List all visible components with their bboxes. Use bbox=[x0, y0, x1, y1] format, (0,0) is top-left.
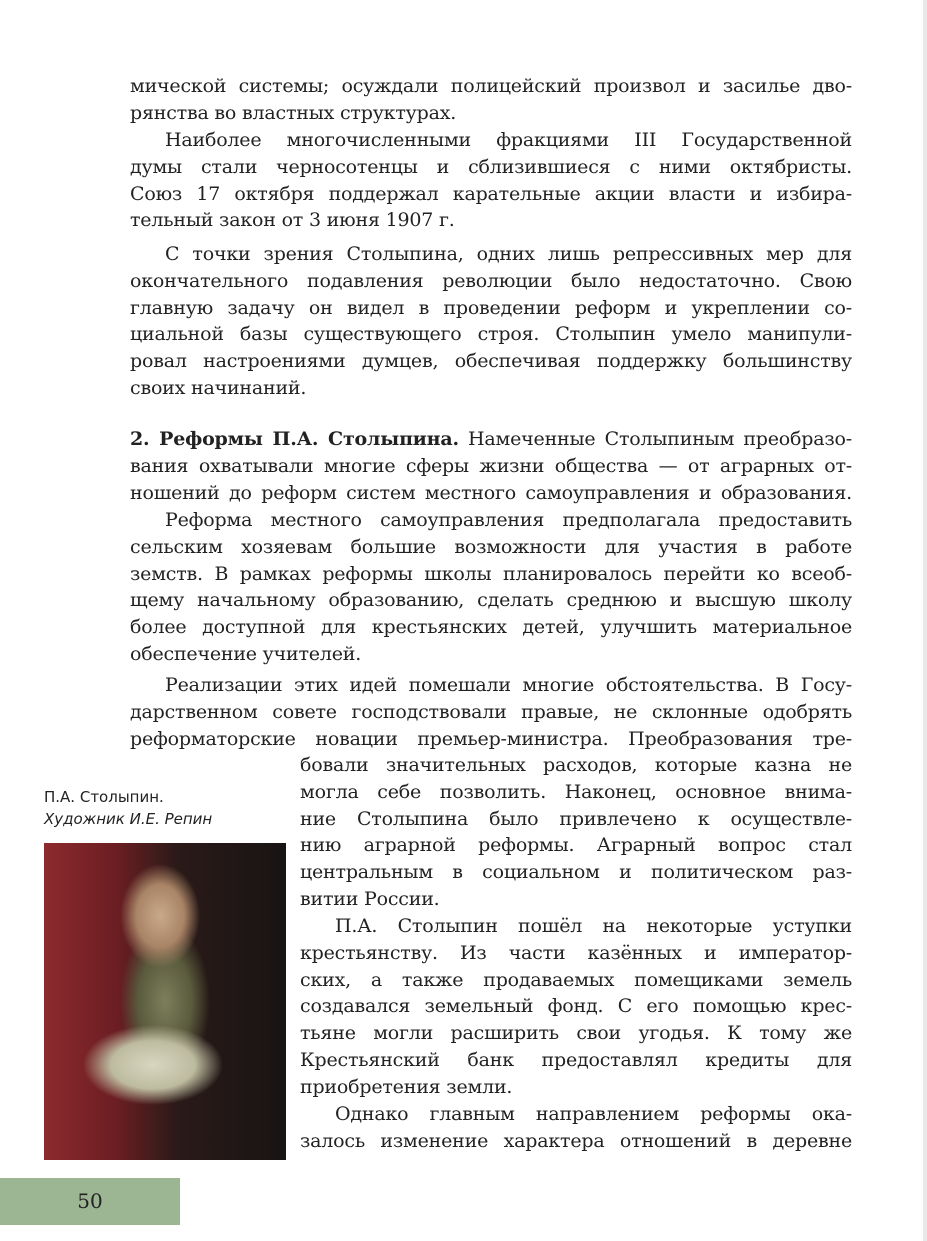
caption-artist: Художник И.Е. Репин bbox=[44, 810, 213, 828]
paragraph-6b bbox=[300, 752, 852, 913]
text-line: Реформа местного самоуправления предполагала предоставить bbox=[165, 509, 852, 531]
text-line: залось изменение характера отношений в деревне bbox=[300, 1129, 852, 1152]
paragraph-2 bbox=[130, 127, 852, 234]
text-line: циальной базы существующего строя. Столыпин умело манипули- bbox=[130, 323, 852, 346]
text-line: приобретения земли. bbox=[300, 1075, 513, 1098]
text-line: дарственном совете господствовали правые, не склонные одобрять bbox=[130, 700, 852, 723]
text-line: ровал настроениями думцев, обеспечивая поддержку большинству bbox=[130, 350, 852, 373]
text-line: Однако главным направлением реформы ока- bbox=[335, 1103, 852, 1125]
text-line: земств. В рамках реформы школы планировалось перейти ко всеоб- bbox=[130, 562, 852, 585]
text-line: обеспечение учителей. bbox=[130, 642, 362, 665]
text-line: окончательного подавления революции было недостаточно. Свою bbox=[130, 269, 852, 292]
text-line: ношений до реформ систем местного самоуправления и образования. bbox=[130, 481, 852, 504]
text-line: мической системы; осуждали полицейский произвол и засилье дво- bbox=[130, 75, 852, 97]
text-line: главную задачу он видел в проведении реформ и укреплении со- bbox=[130, 296, 852, 319]
text-line: ских, а также продаваемых помещиками земель bbox=[300, 968, 852, 991]
text-line: крестьянству. Из части казённых и император- bbox=[300, 941, 852, 964]
text-line: Крестьянский банк предоставлял кредиты для bbox=[300, 1048, 852, 1071]
text-line: своих начинаний. bbox=[130, 376, 307, 399]
text-line: С точки зрения Столыпина, одних лишь репрессивных мер для bbox=[165, 243, 852, 265]
text-span: Намеченные Столыпиным преобразо- bbox=[458, 428, 852, 450]
text-line: П.А. Столыпин пошёл на некоторые уступки bbox=[335, 915, 852, 937]
text-line: витии России. bbox=[300, 887, 440, 910]
page-number: 50 bbox=[77, 1189, 103, 1213]
paragraph-8 bbox=[300, 1101, 852, 1155]
text-line: бовали значительных расходов, которые казна не bbox=[300, 754, 852, 776]
caption-name: П.А. Столыпин. bbox=[44, 788, 164, 806]
text-line: щему начальному образованию, сделать среднюю и высшую школу bbox=[130, 589, 852, 612]
paragraph-7 bbox=[300, 913, 852, 1101]
paragraph-3 bbox=[130, 241, 852, 402]
text-line: думы стали черносотенцы и сблизившиеся с ними октябристы. bbox=[130, 155, 852, 178]
page-edge bbox=[923, 0, 927, 1241]
text-line: рянства во властных структурах. bbox=[130, 101, 457, 124]
text-line: могла себе позволить. Наконец, основное внима- bbox=[300, 780, 852, 803]
text-line: Наиболее многочисленными фракциями III Государственной bbox=[165, 129, 852, 151]
stolypin-portrait-image bbox=[44, 843, 286, 1160]
text-line: Реализации этих идей помешали многие обстоятельства. В Госу- bbox=[165, 674, 852, 696]
text-line: создавался земельный фонд. С его помощью крес- bbox=[300, 995, 852, 1018]
paragraph-5 bbox=[130, 507, 852, 668]
text-line: сельским хозяевам большие возможности для участия в работе bbox=[130, 535, 852, 558]
text-line: Союз 17 октября поддержал карательные акции власти и избира- bbox=[130, 182, 852, 205]
text-line: тельный закон от 3 июня 1907 г. bbox=[130, 209, 455, 232]
text-line: ние Столыпина было привлечено к осуществле- bbox=[300, 807, 852, 830]
text-line: вания охватывали многие сферы жизни общества — от аграрных от- bbox=[130, 454, 852, 477]
text-line: тьяне могли расширить свои угодья. К тому же bbox=[300, 1022, 852, 1045]
text-line: реформаторские новации премьер-министра. Преобразования тре- bbox=[130, 727, 852, 750]
paragraph-1 bbox=[130, 73, 852, 127]
text-line bbox=[130, 426, 852, 453]
section-2 bbox=[130, 426, 852, 506]
section-heading: 2. Реформы П.А. Столыпина. bbox=[130, 428, 459, 450]
text-line: более доступной для крестьянских детей, улучшить материальное bbox=[130, 616, 852, 639]
text-line: центральным в социальном и политическом раз- bbox=[300, 861, 852, 884]
paragraph-6a bbox=[130, 672, 852, 752]
portrait-caption bbox=[44, 786, 212, 830]
text-line: нию аграрной реформы. Аграрный вопрос стал bbox=[300, 834, 852, 857]
